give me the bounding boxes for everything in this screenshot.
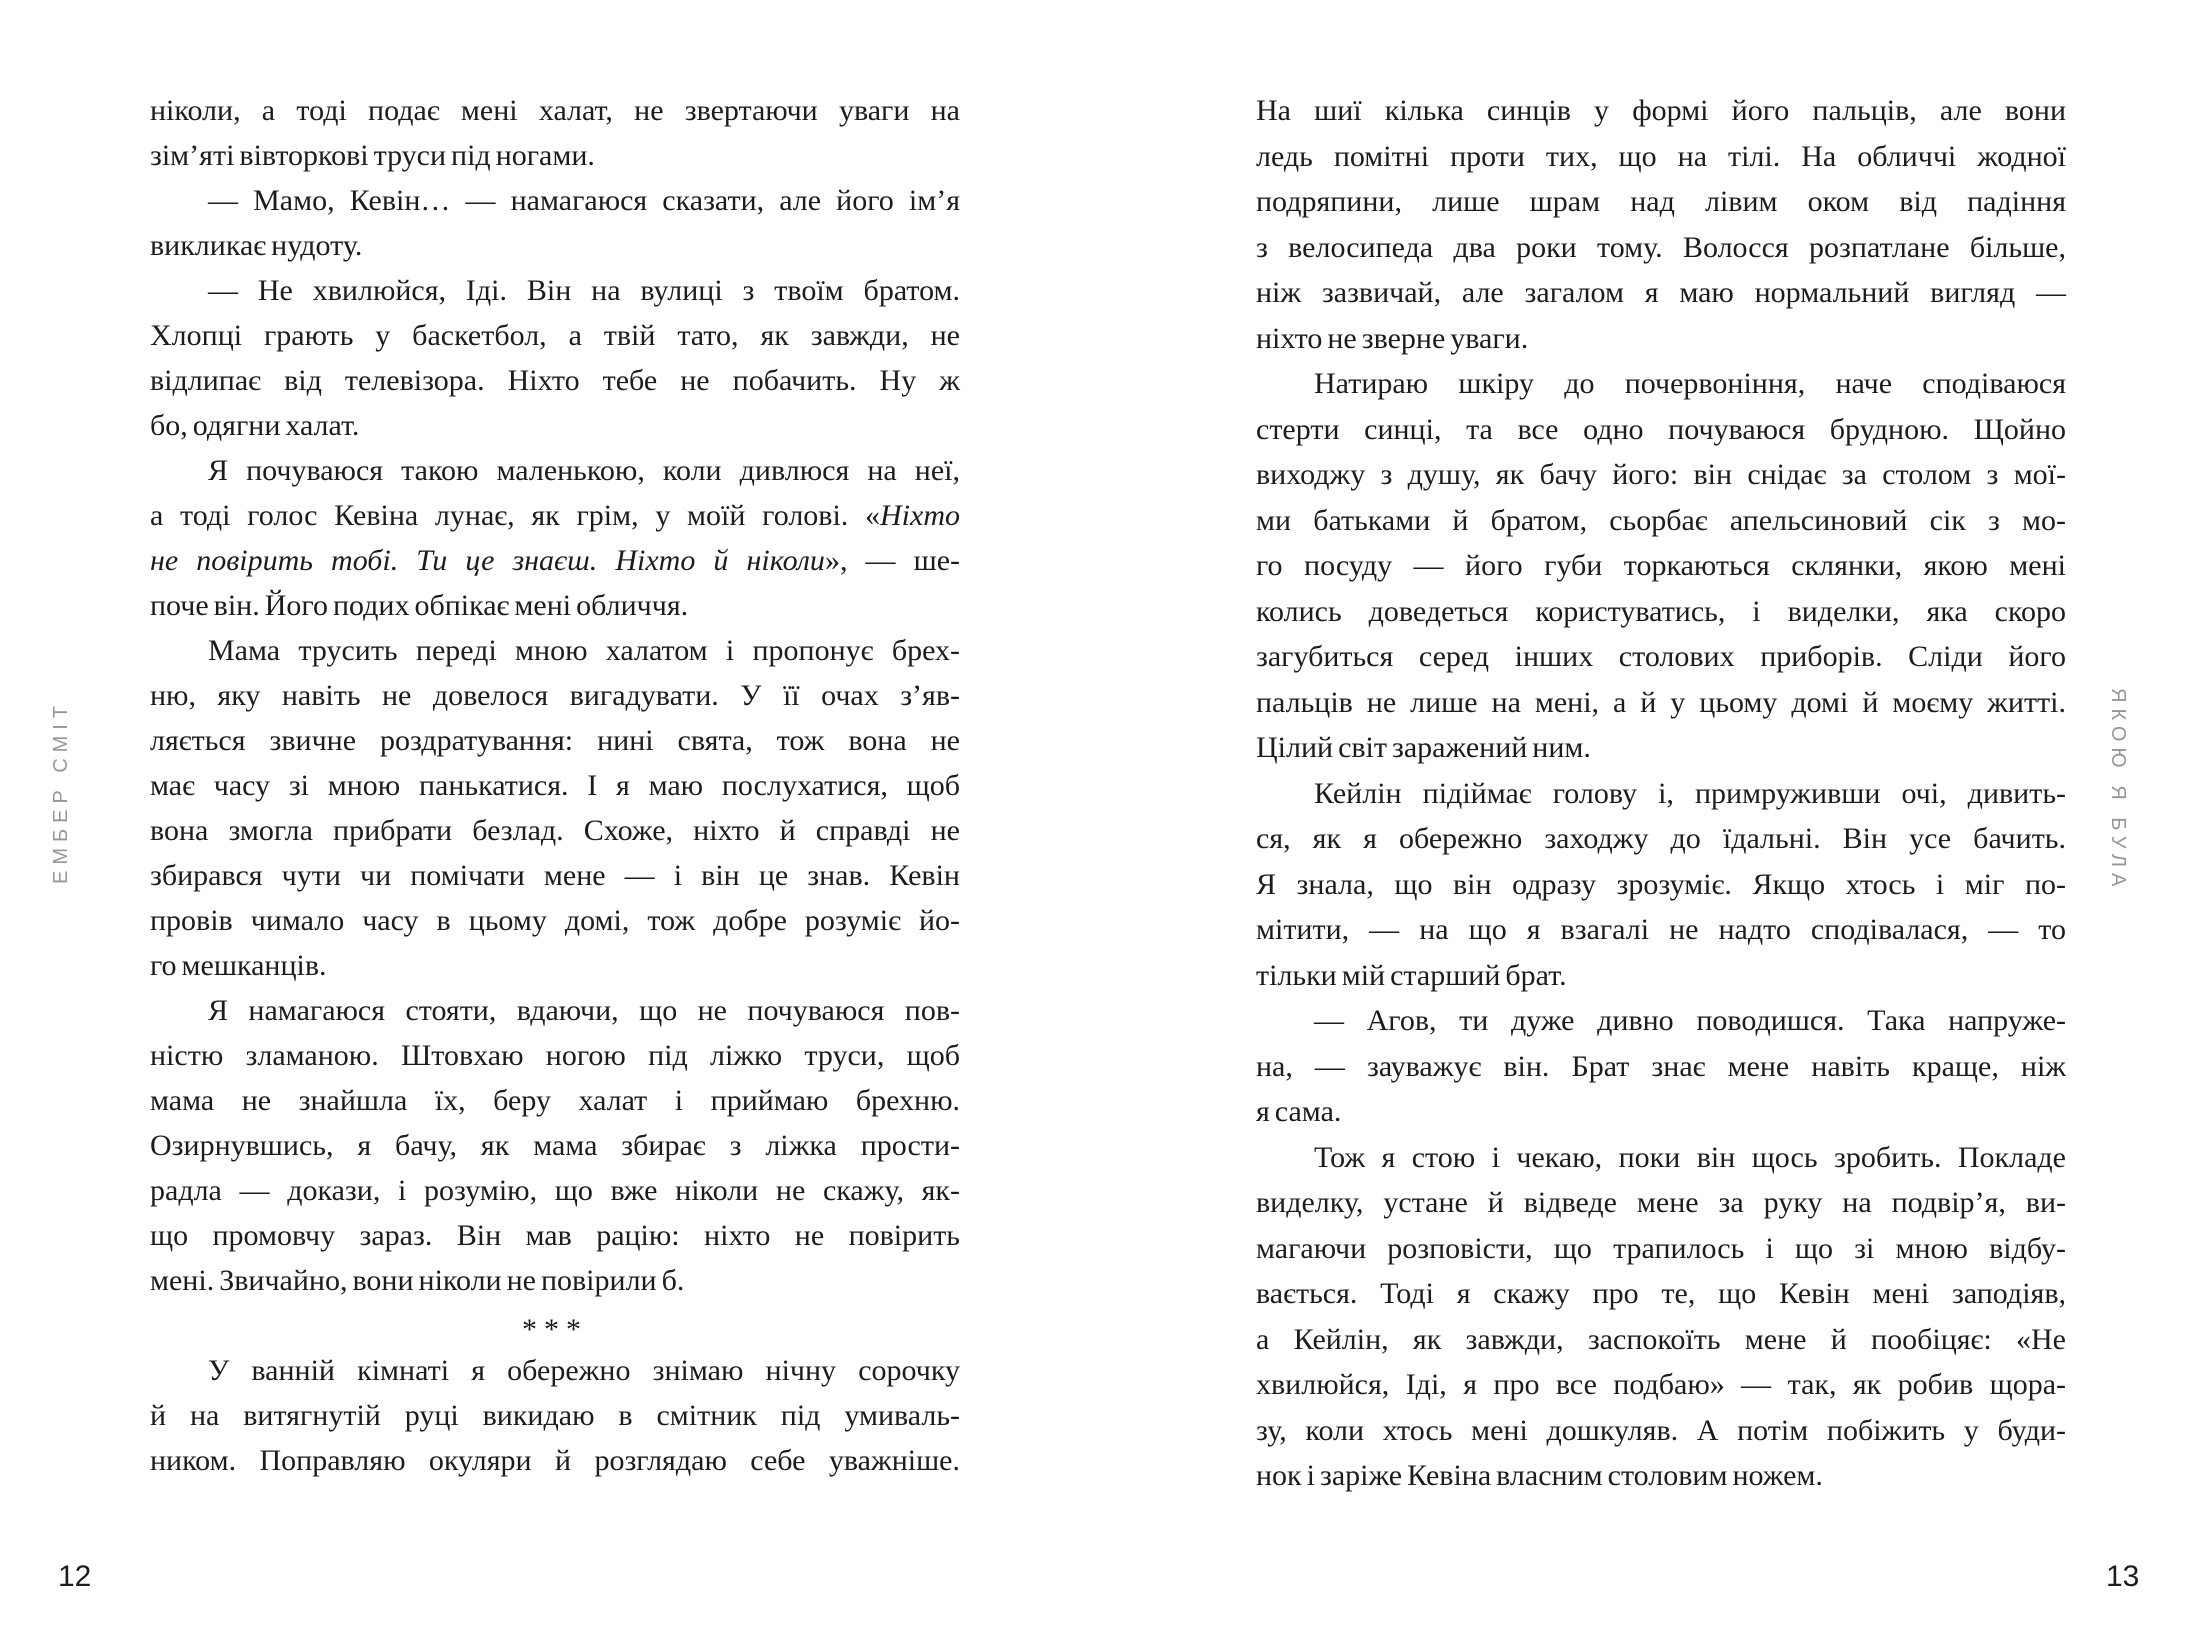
text-line: а Кейлін, як завжди, заспокоїть мене й пообіцяє: «Не bbox=[1256, 1322, 2066, 1356]
text-line: мітити, — на що я взагалі не надто сподівалася, — то bbox=[1256, 913, 2066, 946]
text-line: — Не хвилюйся, Іді. Він на вулиці з твоїм братом. bbox=[208, 274, 960, 307]
text-line: ніколи, а тоді подає мені халат, не звертаючи уваги на bbox=[150, 94, 960, 127]
text-line: ником. Поправляю окуляри й розглядаю себе уважніше. bbox=[150, 1444, 960, 1477]
text-line: Я почуваюся такою маленькою, коли дивлюся на неї, bbox=[208, 454, 960, 487]
page-number-right: 13 bbox=[2106, 1560, 2140, 1593]
text-line: У ванній кімнаті я обережно знімаю нічну сорочку bbox=[208, 1354, 960, 1387]
text-line: радла — докази, і розумію, що вже ніколи не скажу, як- bbox=[150, 1174, 960, 1207]
text-line: провів чимало часу в цьому домі, тож добре розуміє йо- bbox=[150, 904, 960, 937]
text-line: ся, як я обережно заходжу до їдальні. Він усе бачить. bbox=[1256, 822, 2066, 855]
right-page-text-column bbox=[1256, 88, 2066, 1499]
text-line: ледь помітні проти тих, що на тілі. На обличчі жодної bbox=[1256, 139, 2066, 173]
text-line: що промовчу зараз. Він мав рацію: ніхто не повірить bbox=[150, 1219, 960, 1252]
text-line: магаючи розповісти, що трапилось і що зі мною відбу- bbox=[1256, 1231, 2066, 1265]
text-line: збирався чути чи помічати мене — і він це знав. Кевін bbox=[150, 859, 960, 892]
text-line: ніж зазвичай, але загалом я маю нормальний вигляд — bbox=[1256, 276, 2066, 309]
text-line: ніхто не зверне уваги. bbox=[1256, 321, 1529, 355]
text-line: й на витягнутій руці викидаю в смітник під умиваль- bbox=[150, 1399, 960, 1432]
text-line: Озирнувшись, я бачу, як мама збирає з ліжка прости- bbox=[150, 1129, 960, 1162]
text-line: зім’яті вівторкові труси під ногами. bbox=[150, 139, 595, 172]
text-line bbox=[150, 538, 960, 583]
text-line: го мешканців. bbox=[150, 949, 327, 982]
text-line: Я намагаюся стояти, вдаючи, що не почуваюся пов- bbox=[208, 994, 960, 1027]
text-line: го посуду — його губи торкаються склянки, якою мені bbox=[1256, 549, 2066, 582]
text-line: зу, коли хтось мені дошкуляв. А потім побіжить у буди- bbox=[1256, 1413, 2066, 1447]
text-line: Натираю шкіру до почервоніння, наче сподіваюся bbox=[1314, 367, 2066, 400]
text-line: виходжу з душу, як бачу його: він снідає за столом з мої- bbox=[1256, 458, 2066, 491]
text-line: поче він. Його подих обпікає мені обличчя. bbox=[150, 589, 689, 622]
text-line: Мама трусить переді мною халатом і пропонує брех- bbox=[208, 634, 960, 667]
text-line: ляється звичне роздратування: нині свята, тож вона не bbox=[150, 724, 960, 757]
text-line: — Мамо, Кевін… — намагаюся сказати, але його ім’я bbox=[208, 184, 960, 217]
text-line: стерти синці, та все одно почуваюся брудною. Щойно bbox=[1256, 412, 2066, 446]
text-line: подряпини, лише шрам над лівим оком від падіння bbox=[1256, 185, 2066, 218]
book-title-vertical-label: ЯКОЮ Я БУЛА bbox=[2107, 688, 2129, 893]
text-line: Тож я стою і чекаю, поки він щось зробить. Покладе bbox=[1314, 1140, 2066, 1174]
text-line: колись доведеться користуватись, і виделки, яка скоро bbox=[1256, 594, 2066, 628]
section-separator bbox=[150, 1303, 960, 1348]
text-line: викликає нудоту. bbox=[150, 229, 363, 262]
text-line: мама не знайшла їх, беру халат і приймаю брехню. bbox=[150, 1084, 960, 1117]
text-line: бо, одягни халат. bbox=[150, 409, 360, 442]
text-line: ністю зламаною. Штовхаю ногою під ліжко труси, щоб bbox=[150, 1039, 960, 1072]
text-line: ню, яку навіть не довелося вигадувати. У її очах з’яв- bbox=[150, 679, 960, 712]
text-line: — Агов, ти дуже дивно поводишся. Така напруже- bbox=[1314, 1004, 2066, 1037]
text-line: мені. Звичайно, вони ніколи не повірили б. bbox=[150, 1264, 685, 1297]
text-line: пальців не лише на мені, а й у цьому домі й моєму житті. bbox=[1256, 685, 2066, 719]
text-run: », — ше- bbox=[824, 544, 960, 577]
text-line: Хлопці грають у баскетбол, а твій тато, як завжди, не bbox=[150, 319, 960, 352]
text-line: Я знала, що він одразу зрозуміє. Якщо хтось і міг по- bbox=[1256, 867, 2066, 901]
text-line: має часу зі мною панькатися. І я маю послухатися, щоб bbox=[150, 769, 960, 802]
separator-stars: *** bbox=[522, 1313, 588, 1346]
text-line: вона змогла прибрати безлад. Схоже, ніхто й справді не bbox=[150, 814, 960, 847]
text-line: з велосипеда два роки тому. Волосся розпатлане більше, bbox=[1256, 230, 2066, 264]
italic-text-run: не повірить тобі. Ти це знаєш. Ніхто й ніколи bbox=[150, 544, 825, 577]
text-line: вається. Тоді я скажу про те, що Кевін мені заподіяв, bbox=[1256, 1277, 2066, 1310]
text-line: загубиться серед інших столових приборів. Сліди його bbox=[1256, 640, 2066, 673]
text-line: ми батьками й братом, сьорбає апельсиновий сік з мо- bbox=[1256, 503, 2066, 537]
text-line: На шиї кілька синців у формі його пальців, але вони bbox=[1256, 94, 2066, 127]
page-number-left: 12 bbox=[58, 1560, 92, 1593]
text-line: виделку, устане й відведе мене за руку на подвір’я, ви- bbox=[1256, 1186, 2066, 1219]
text-line: нок і заріже Кевіна власним столовим ножем. bbox=[1256, 1459, 1823, 1492]
text-line: Цілий світ заражений ним. bbox=[1256, 731, 1591, 764]
author-name-vertical-label: ЕМБЕР СМІТ bbox=[50, 700, 72, 885]
text-line: Кейлін підіймає голову і, примруживши очі, дивить- bbox=[1314, 776, 2066, 810]
italic-text-run: Ніхто bbox=[880, 499, 960, 532]
text-line: хвилюйся, Іді, я про все подбаю» — так, як робив щора- bbox=[1256, 1368, 2066, 1401]
text-line: відлипає від телевізора. Ніхто тебе не побачить. Ну ж bbox=[150, 364, 960, 397]
text-line: тільки мій старший брат. bbox=[1256, 958, 1567, 992]
text-line: я сама. bbox=[1256, 1095, 1342, 1128]
left-page-text-column bbox=[150, 88, 960, 1483]
text-line bbox=[150, 493, 960, 538]
text-run: а тоді голос Кевіна лунає, як грім, у моїй голові. « bbox=[150, 499, 881, 532]
text-line: на, — зауважує він. Брат знає мене навіть краще, ніж bbox=[1256, 1049, 2066, 1083]
